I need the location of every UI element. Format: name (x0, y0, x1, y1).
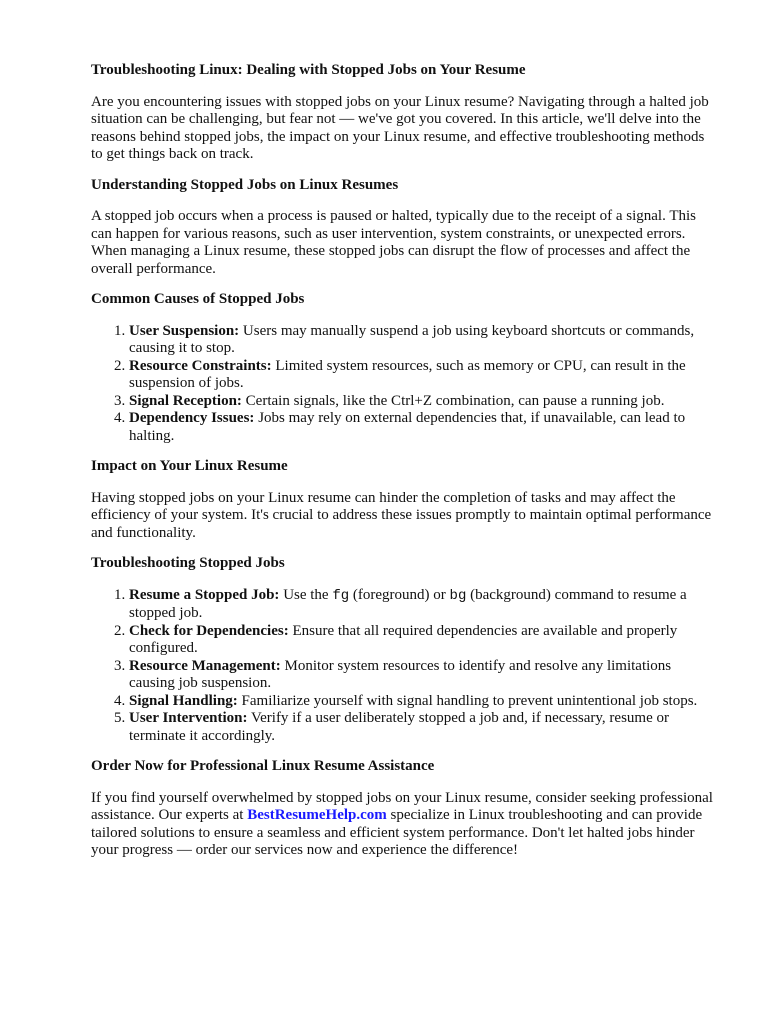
bg-command: bg (449, 587, 467, 604)
list-item (129, 393, 714, 411)
list-item-text: Users may manually suspend a job using keyboard shortcuts or commands, causing it to stop. (129, 322, 695, 356)
best-resume-help-link[interactable]: BestResumeHelp.com (247, 807, 387, 823)
intro-paragraph: Are you encountering issues with stopped jobs on your Linux resume? Navigating through a halted job situation can be challenging, but fear not — we've got you covered. In this article, we'll delve into the reasons behind stopped jobs, the impact on your Linux resume, and effective troubleshooting methods to get things back on track. (91, 93, 709, 162)
list-item-text: Familiarize yourself with signal handling to prevent unintentional job stops. (237, 692, 698, 709)
list-item-term: Resume a Stopped Job: (129, 586, 280, 603)
list-item (129, 658, 714, 693)
list-item-term: Signal Handling: (129, 692, 238, 709)
section-heading-troubleshooting: Troubleshooting Stopped Jobs (91, 555, 285, 571)
causes-list (91, 323, 714, 446)
page-title: Troubleshooting Linux: Dealing with Stopped Jobs on Your Resume (91, 62, 526, 78)
list-item-term: Check for Dependencies: (129, 622, 289, 639)
section-heading-understanding: Understanding Stopped Jobs on Linux Resumes (91, 176, 399, 193)
order-paragraph (91, 790, 714, 860)
list-item (129, 623, 714, 658)
section-heading-impact: Impact on Your Linux Resume (91, 458, 288, 474)
impact-paragraph: Having stopped jobs on your Linux resume can hinder the completion of tasks and may affect the efficiency of your system. It's crucial to address these issues promptly to maintain optimal performance and functionality. (91, 489, 712, 541)
section-heading-causes: Common Causes of Stopped Jobs (91, 291, 305, 307)
list-item (129, 693, 714, 711)
list-item-text: (foreground) or (349, 586, 450, 603)
list-item-term: Signal Reception: (129, 392, 242, 409)
list-item (129, 587, 714, 623)
list-item (129, 323, 714, 358)
list-item-text: Use the (279, 586, 333, 603)
list-item-term: Dependency Issues: (129, 410, 255, 426)
list-item (129, 410, 714, 445)
order-text-before: If you find yourself overwhelmed by stopped jobs on your Linux resume, consider seeking professional assistance. Our experts at (91, 789, 713, 823)
list-item-text: Limited system resources, such as memory or CPU, can result in the suspension of jobs. (129, 357, 686, 391)
troubleshooting-list (91, 587, 714, 746)
list-item-text: Monitor system resources to identify and resolve any limitations causing job suspension. (129, 657, 672, 691)
understanding-paragraph: A stopped job occurs when a process is paused or halted, typically due to the receipt of a signal. This can happen for various reasons, such as user intervention, system constraints, or unexpected errors. When managing a Linux resume, these stopped jobs can disrupt the flow of processes and affect the overall performance. (91, 208, 696, 277)
list-item-text: Jobs may rely on external dependencies that, if unavailable, can lead to halting. (129, 410, 686, 444)
list-item (129, 358, 714, 393)
list-item-term: Resource Management: (129, 657, 281, 674)
list-item-text: Ensure that all required dependencies are available and properly configured. (129, 622, 678, 656)
list-item-term: User Intervention: (129, 710, 248, 726)
fg-command: fg (332, 587, 350, 604)
list-item-text: Certain signals, like the Ctrl+Z combination, can pause a running job. (241, 392, 665, 409)
list-item-term: Resource Constraints: (129, 357, 272, 374)
list-item (129, 710, 714, 745)
section-heading-order: Order Now for Professional Linux Resume Assistance (91, 758, 435, 774)
order-text-after: specialize in Linux troubleshooting and can provide tailored solutions to ensure a seamless and efficient system performance. Don't let halted jobs hinder your progress — order our services now and experience the difference! (91, 807, 703, 858)
list-item-text: (background) command to resume a stopped job. (129, 586, 687, 621)
list-item-term: User Suspension: (129, 322, 240, 339)
list-item-text: Verify if a user deliberately stopped a job and, if necessary, resume or terminate it accordingly. (129, 710, 669, 744)
